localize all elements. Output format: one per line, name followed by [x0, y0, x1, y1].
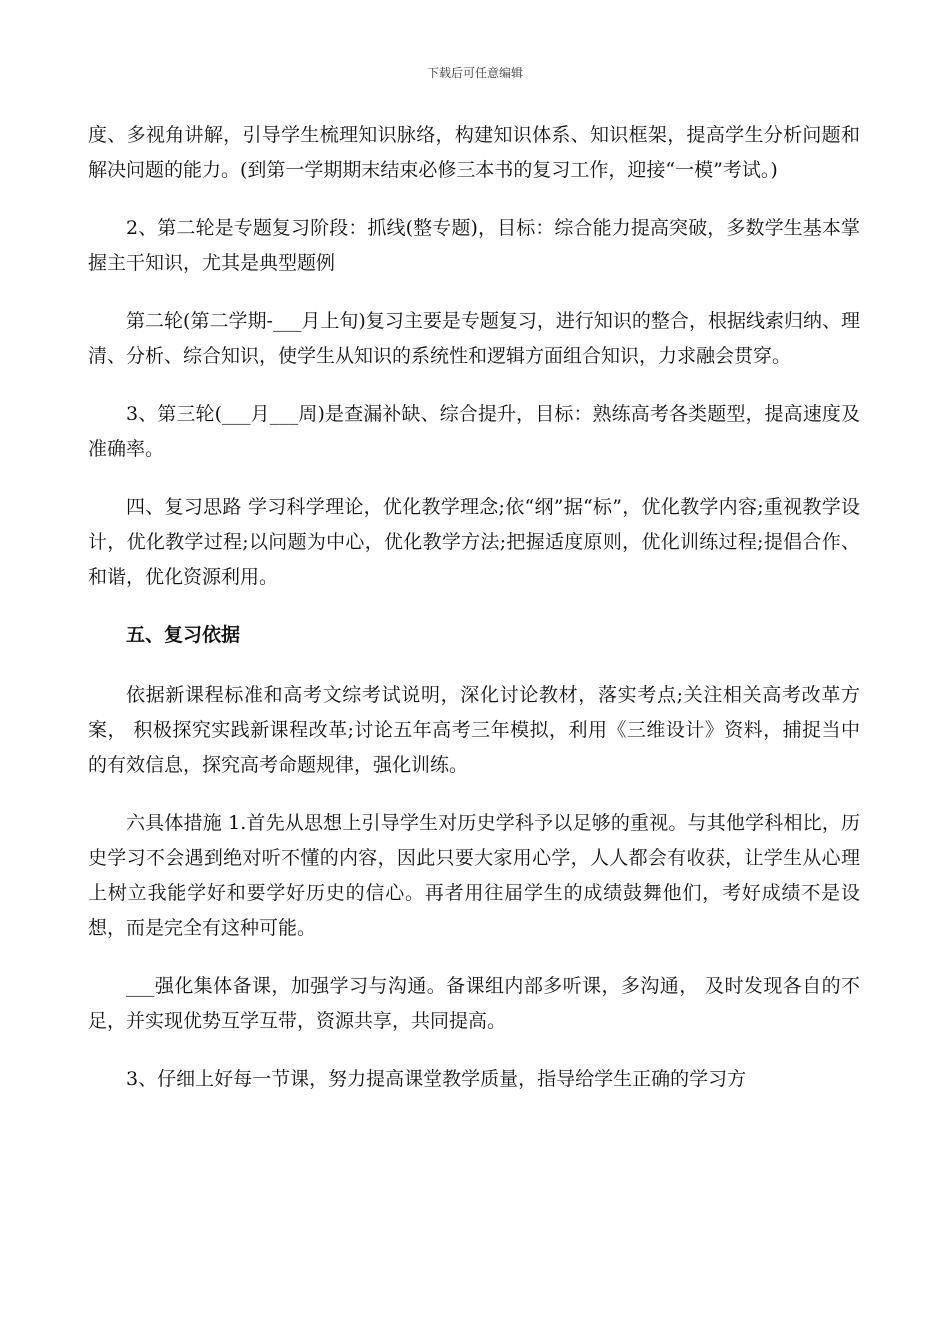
paragraph-9: 3、仔细上好每一节课，努力提高课堂教学质量，指导给学生正确的学习方 [126, 1068, 747, 1090]
paragraph-2: 2、第二轮是专题复习阶段：抓线(整专题)，目标：综合能力提高突破，多数学生基本掌握主干知识，尤其是典型题例 [88, 217, 860, 274]
paragraph-4: 3、第三轮(___月___周)是查漏补缺、综合提升，目标：熟练高考各类题型，提高速度及准确率。 [88, 403, 860, 460]
paragraph-1: 度、多视角讲解，引导学生梳理知识脉络，构建知识体系、知识框架，提高学生分析问题和解决问题的能力。(到第一学期期末结束必修三本书的复习工作，迎接“一模”考试。) [88, 124, 860, 181]
page-header: 下载后可任意编辑 [426, 66, 523, 80]
paragraph-7: 六具体措施 1.首先从思想上引导学生对历史学科予以足够的重视。与其他学科相比，历史学习不会遇到绝对听不懂的内容，因此只要大家用心学，人人都会有收获，让学生从心理上树立我能学好和要学好历史的信心。再者用往届学生的成绩鼓舞他们，考好成绩不是设想，而是完全有这种可能。 [88, 812, 860, 939]
document-body [88, 118, 860, 1120]
paragraph-8: ___强化集体备课，加强学习与沟通。备课组内部多听课，多沟通， 及时发现各自的不足，并实现优势互学互带，资源共享，共同提高。 [88, 975, 860, 1032]
paragraph-5: 四、复习思路 学习科学理论，优化教学理念;依“纲”据“标”，优化教学内容;重视教学设计，优化教学过程;以问题为中心，优化教学方法;把握适度原则，优化训练过程;提倡合作、和谐，优化资源利用。 [88, 496, 860, 588]
paragraph-3: 第二轮(第二学期-___月上旬)复习主要是专题复习，进行知识的整合，根据线索归纳、理清、分析、综合知识，使学生从知识的系统性和逻辑方面组合知识，力求融会贯穿。 [88, 310, 860, 367]
paragraph-6: 依据新课程标准和高考文综考试说明，深化讨论教材，落实考点;关注相关高考改革方案， 积极探究实践新课程改革;讨论五年高考三年模拟，利用《三维设计》资料，捕捉当中的有效信息，探究高考命题规律，强化训练。 [88, 684, 860, 776]
section-heading: 五、复习依据 [126, 624, 241, 646]
